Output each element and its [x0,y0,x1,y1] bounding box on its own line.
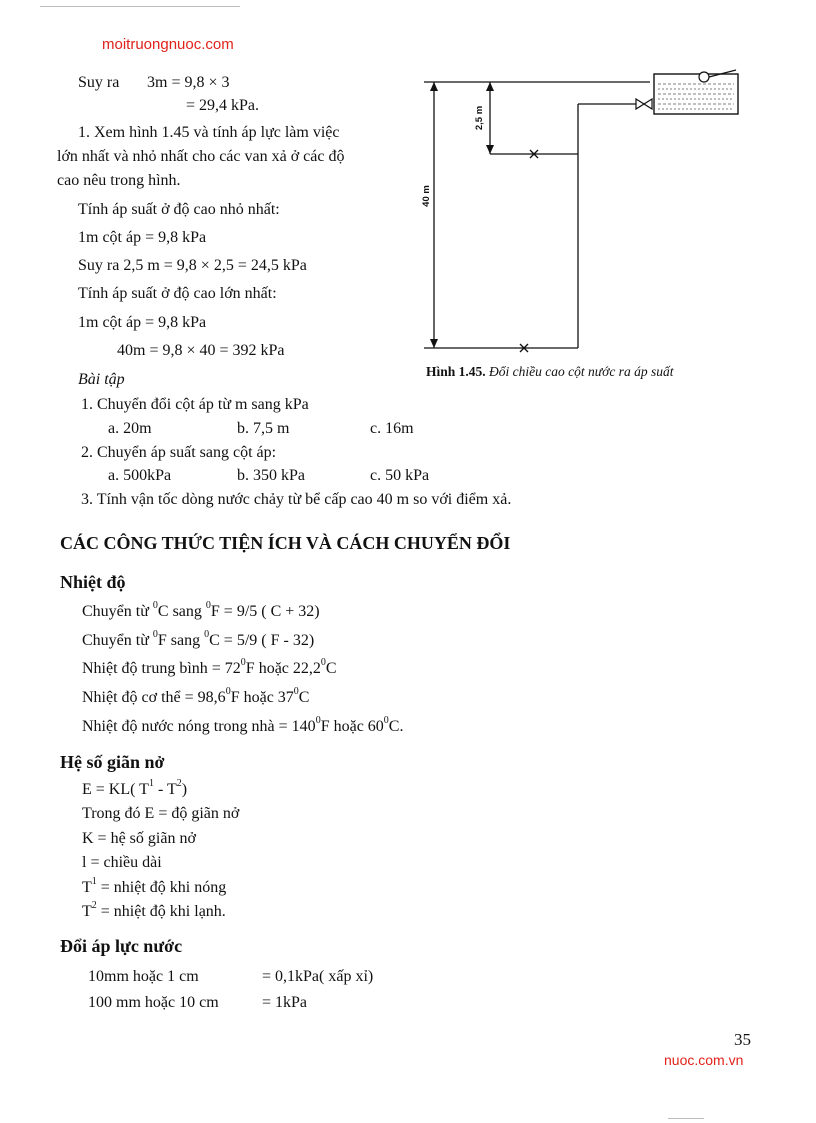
expansion-line-3: l = chiều dài [82,854,162,871]
exercise-1b: b. 7,5 m [237,420,290,437]
body-temperature-line: Nhiệt độ cơ thể = $98,6^0F$ hoặc $37^0C$ [82,685,310,706]
figure-water-column-diagram [418,62,748,362]
figure-caption [426,364,673,380]
scan-mark-top [40,6,240,7]
exercise-1a: a. 20m [108,420,152,437]
min-pressure-line-1: 1m cột áp = 9,8 kPa [78,229,207,246]
exercise-1c: c. 16m [370,420,414,437]
exercise-2: 2. Chuyển áp suất sang cột áp: [81,444,277,461]
expansion-line-4: $T^1$ = nhiệt độ khi nóng [82,875,227,896]
water-tank-icon [654,70,738,114]
min-pressure-title: Tính áp suất ở độ cao nhỏ nhất: [78,201,280,218]
figure-caption-text: Đổi chiều cao cột nước ra áp suất [489,364,674,379]
figure-caption-label: Hình 1.45. [426,364,486,379]
watermark-bottom: nuoc.com.vn [664,1052,744,1068]
exercise-3: 3. Tính vận tốc dòng nước chảy từ bể cấp cao 40 m so với điểm xả. [81,491,512,508]
hot-water-temperature-line: Nhiệt độ nước nóng trong nhà = $140^0F$ hoặc $60^0C$. [82,714,404,735]
expansion-line-2: K = hệ số giãn nở [82,830,196,847]
suy-ra-label: Suy ra [78,74,120,91]
expansion-line-5: $T^2$ = nhiệt độ khi lạnh. [82,899,226,920]
scan-mark-bottom [668,1118,704,1119]
expansion-line-1: Trong đó E = độ giãn nở [82,805,240,822]
exercise-1: 1. Chuyển đổi cột áp từ m sang kPa [81,396,309,413]
expansion-formula: E = KL( $T^1 - T^2$) [82,777,188,798]
c-to-f-line: Chuyển từ $^0$C sang $^0$F = 9/5 ( C + 32) [82,599,320,620]
exercise-2c: c. 50 kPa [370,467,430,484]
intro-line-2: = 29,4 kPa. [186,97,260,114]
pressure-title: Đổi áp lực nước [60,936,183,956]
pressure-row-1-left: 10mm hoặc 1 cm [88,968,199,985]
paragraph-line-2: lớn nhất và nhỏ nhất cho các van xả ở các độ [57,148,345,165]
gate-valve-icon [636,99,652,109]
exercise-2a: a. 500kPa [108,467,172,484]
exercise-2b: b. 350 kPa [237,467,305,484]
pressure-row-2-left: 100 mm hoặc 10 cm [88,994,219,1011]
min-pressure-line-2: Suy ra 2,5 m = 9,8 × 2,5 = 24,5 kPa [78,257,307,274]
section-heading: CÁC CÔNG THỨC TIỆN ÍCH VÀ CÁCH CHUYỂN ĐỔI [60,533,511,553]
max-pressure-line-1: 1m cột áp = 9,8 kPa [78,314,207,331]
exercises-title: Bài tập [78,371,125,388]
max-pressure-line-2: 40m = 9,8 × 40 = 392 kPa [117,342,285,359]
pressure-row-1-right: = 0,1kPa( xấp xỉ) [262,968,374,985]
label-2-5m: 2,5 m [474,105,485,131]
page-number: 35 [734,1030,751,1049]
watermark-top: moitruongnuoc.com [102,36,234,53]
paragraph-line-1: 1. Xem hình 1.45 và tính áp lực làm việc [78,124,340,141]
f-to-c-line: Chuyển từ $^0$F sang $^0$C = 5/9 ( F - 32) [82,628,315,649]
label-40m: 40 m [421,185,432,207]
intro-line-1: 3m = 9,8 × 3 [147,74,230,91]
pressure-row-2-right: = 1kPa [262,994,308,1011]
temperature-title: Nhiệt độ [60,572,126,592]
average-temperature-line: Nhiệt độ trung bình = $72^0F$ hoặc 22,2$^0$C [82,656,337,677]
expansion-title: Hệ số giãn nở [60,752,165,772]
paragraph-line-3: cao nêu trong hình. [57,172,181,189]
max-pressure-title: Tính áp suất ở độ cao lớn nhất: [78,285,277,302]
